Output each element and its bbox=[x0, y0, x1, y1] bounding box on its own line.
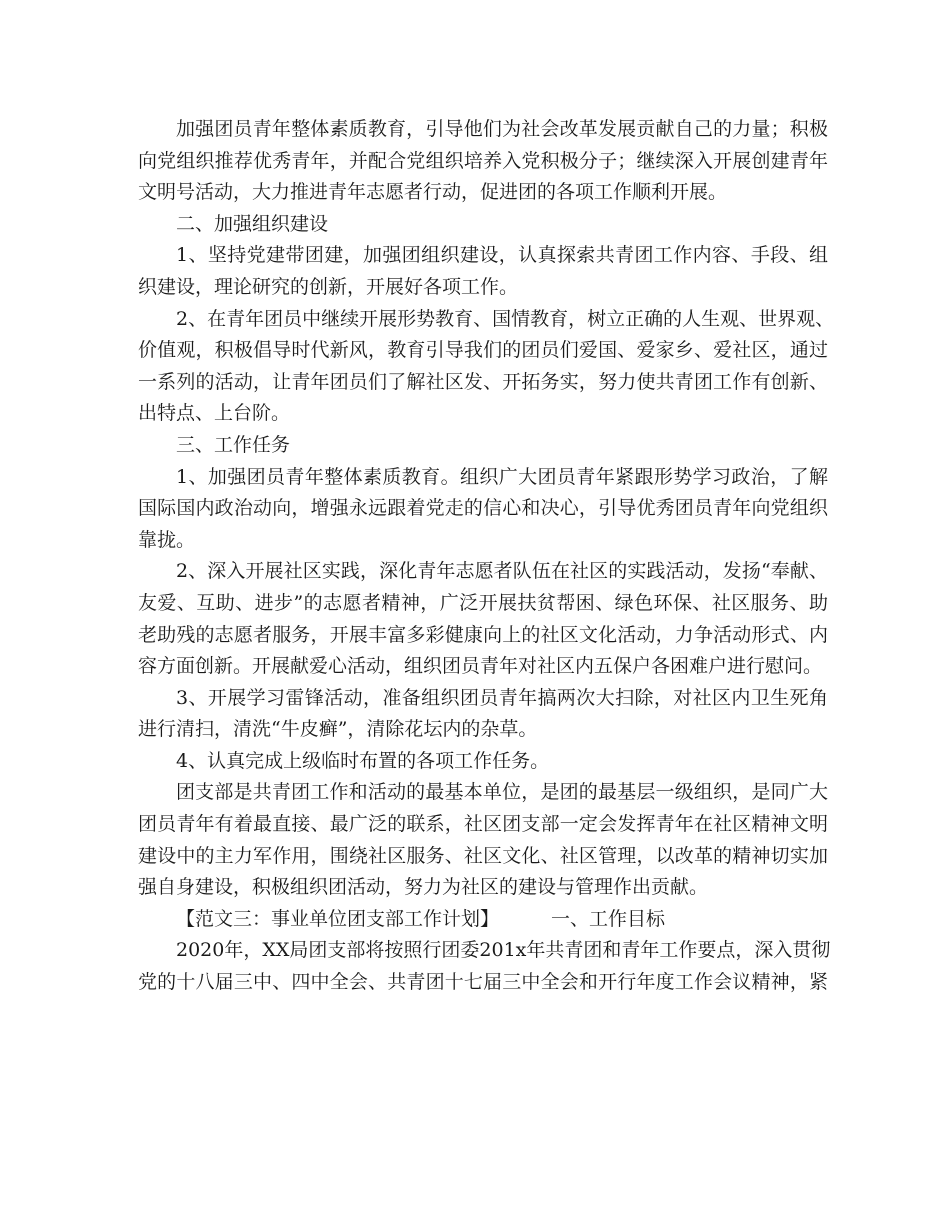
paragraph-line: 进行清扫，清洗“牛皮癣”，清除花坛内的杂草。 bbox=[138, 718, 538, 741]
section-heading: 三、工作任务 bbox=[176, 433, 291, 456]
section-heading: 一、工作目标 bbox=[551, 907, 666, 930]
paragraph-line: 2、在青年团员中继续开展形势教育、国情教育，树立正确的人生观、世界观、 bbox=[176, 307, 835, 330]
paragraph-line: 出特点、上台阶。 bbox=[138, 402, 291, 425]
paragraph-line: 老助残的志愿者服务，开展丰富多彩健康向上的社区文化活动，力争活动形式、内 bbox=[138, 623, 828, 646]
paragraph-line: 团员青年有着最直接、最广泛的联系，社区团支部一定会发挥青年在社区精神文明 bbox=[138, 813, 828, 836]
paragraph-line: 3、开展学习雷锋活动，准备组织团员青年搞两次大扫除，对社区内卫生死角 bbox=[176, 686, 828, 709]
sample-heading-line bbox=[138, 904, 828, 936]
sample-title: 【范文三：事业单位团支部工作计划】 bbox=[176, 907, 500, 930]
paragraph-line: 友爱、互助、进步”的志愿者精神，广泛开展扶贫帮困、绿色环保、社区服务、助 bbox=[138, 591, 828, 614]
paragraph-line: 织建设，理论研究的创新，开展好各项工作。 bbox=[138, 275, 519, 298]
paragraph-line: 一系列的活动，让青年团员们了解社区发、开拓务实，努力使共青团工作有创新、 bbox=[138, 370, 828, 393]
paragraph-line: 2、深入开展社区实践，深化青年志愿者队伍在社区的实践活动，发扬“奉献、 bbox=[176, 560, 828, 583]
paragraph-line: 党的十八届三中、四中全会、共青团十七届三中全会和开行年度工作会议精神，紧 bbox=[138, 971, 828, 994]
paragraph-line: 加强团员青年整体素质教育，引导他们为社会改革发展贡献自己的力量；积极 bbox=[176, 118, 828, 140]
section-heading: 二、加强组织建设 bbox=[176, 212, 329, 235]
paragraph-line: 强自身建设，积极组织团活动，努力为社区的建设与管理作出贡献。 bbox=[138, 876, 709, 899]
paragraph-line: 1、加强团员青年整体素质教育。组织广大团员青年紧跟形势学习政治，了解 bbox=[176, 465, 828, 488]
paragraph-line: 向党组织推荐优秀青年，并配合党组织培养入党积极分子；继续深入开展创建青年 bbox=[138, 149, 828, 172]
paragraph-line: 靠拢。 bbox=[138, 528, 196, 551]
paragraph-line: 国际国内政治动向，增强永远跟着党走的信心和决心，引导优秀团员青年向党组织 bbox=[138, 497, 828, 520]
paragraph-line: 文明号活动，大力推进青年志愿者行动，促进团的各项工作顺利开展。 bbox=[138, 181, 728, 204]
paragraph-line: 4、认真完成上级临时布置的各项工作任务。 bbox=[176, 749, 550, 772]
paragraph-line: 1、坚持党建带团建，加强团组织建设，认真探索共青团工作内容、手段、组 bbox=[176, 244, 828, 267]
paragraph-line: 2020年，XX局团支部将按照行团委201x年共青团和青年工作要点，深入贯彻 bbox=[176, 939, 831, 962]
paragraph-line: 价值观，积极倡导时代新风，教育引导我们的团员们爱国、爱家乡、爱社区，通过 bbox=[138, 339, 828, 362]
paragraph-line: 容方面创新。开展献爱心活动，组织团员青年对社区内五保户各困难户进行慰问。 bbox=[138, 655, 823, 678]
paragraph-line: 团支部是共青团工作和活动的最基本单位，是团的最基层一级组织，是同广大 bbox=[176, 781, 828, 804]
document-body bbox=[138, 114, 835, 999]
paragraph-line: 建设中的主力军作用，围绕社区服务、社区文化、社区管理，以改革的精神切实加 bbox=[138, 844, 828, 867]
